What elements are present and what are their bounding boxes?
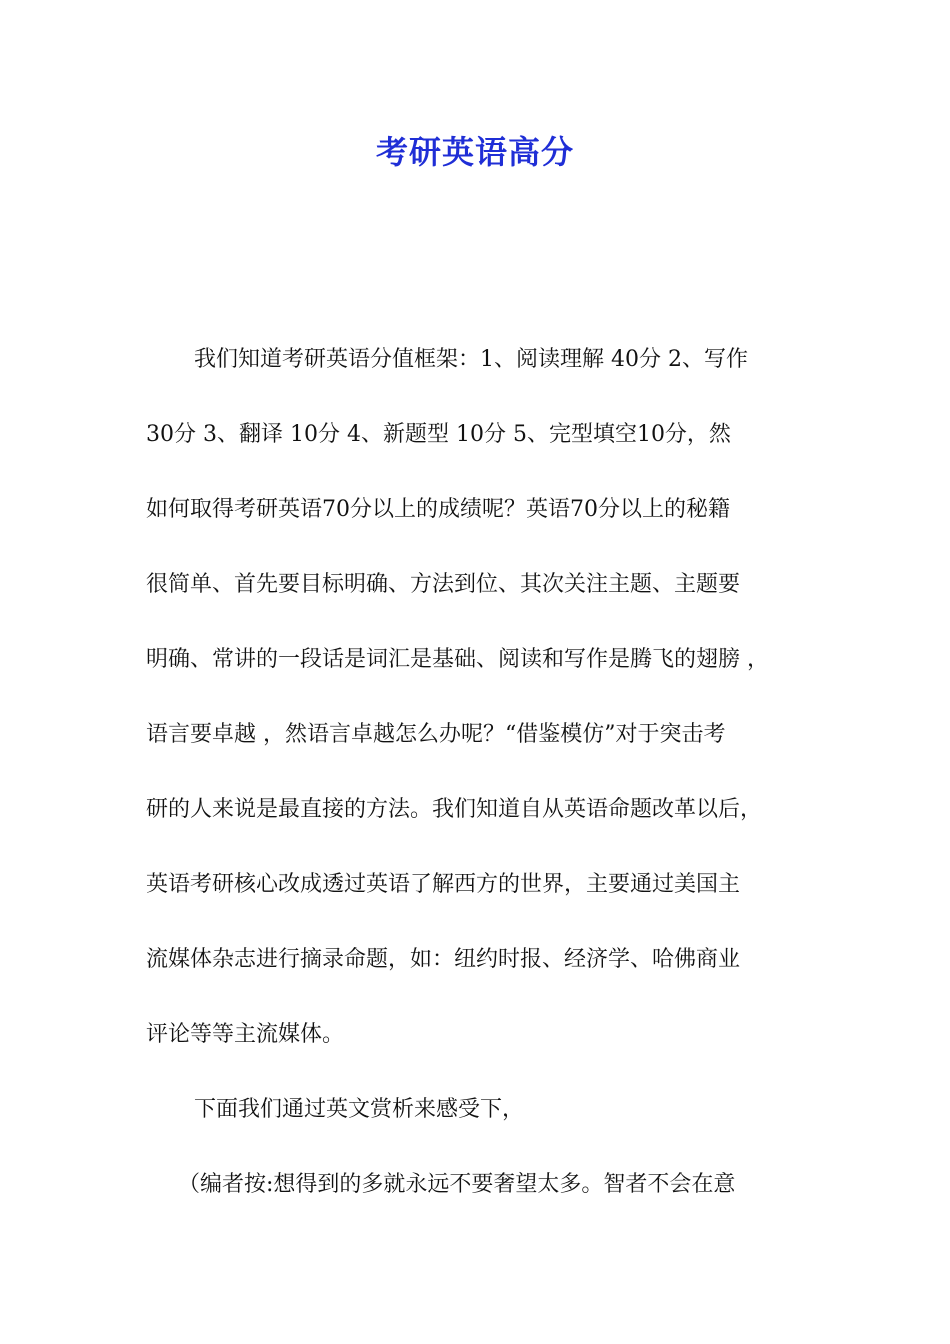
paragraph-line: 英语考研核心改成透过英语了解西方的世界，主要通过美国主	[146, 872, 741, 897]
paragraph-line: 评论等等主流媒体。	[146, 1022, 345, 1047]
paragraph-line: （编者按:想得到的多就永远不要奢望太多。智者不会在意	[178, 1172, 736, 1197]
paragraph-line: 30分 3、翻译 10分 4、新题型 10分 5、完型填空10分，然	[146, 422, 731, 447]
paragraph-line: 研的人来说是最直接的方法。我们知道自从英语命题改革以后，	[146, 797, 763, 822]
paragraph-line: 语言要卓越 ，然语言卓越怎么办呢？“借鉴模仿”对于突击考	[146, 722, 726, 747]
paragraph-line: 流媒体杂志进行摘录命题，如：纽约时报、经济学、哈佛商业	[146, 947, 741, 972]
paragraph-line: 我们知道考研英语分值框架：1、阅读理解 40分 2、写作	[194, 347, 748, 372]
paragraph-line: 下面我们通过英文赏析来感受下，	[194, 1097, 525, 1122]
document-title: 考研英语高分	[375, 133, 574, 171]
paragraph-line: 很简单、首先要目标明确、方法到位、其次关注主题、主题要	[146, 572, 741, 597]
paragraph-line: 如何取得考研英语70分以上的成绩呢？英语70分以上的秘籍	[146, 497, 730, 522]
paragraph-line: 明确、常讲的一段话是词汇是基础、阅读和写作是腾飞的翅膀 ，	[146, 647, 769, 672]
